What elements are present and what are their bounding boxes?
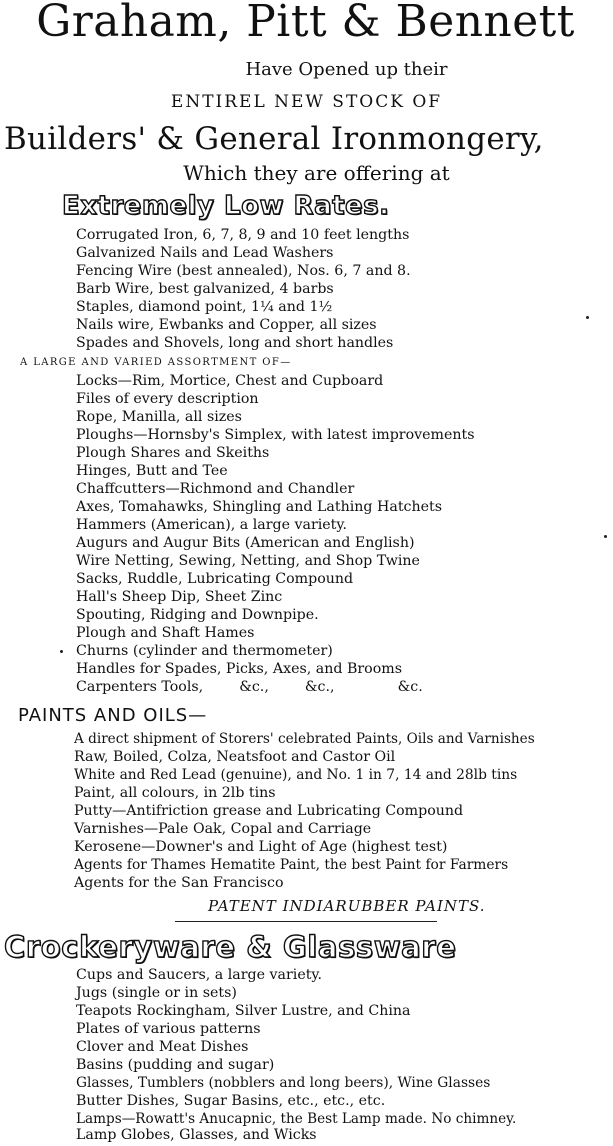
builders-heading: Builders' & General Ironmongery,	[4, 121, 544, 157]
list-item: Hall's Sheep Dip, Sheet Zinc	[76, 589, 283, 605]
list-item: Spades and Shovels, long and short handles	[76, 335, 394, 351]
list-item: Corrugated Iron, 6, 7, 8, 9 and 10 feet lengths	[76, 227, 410, 243]
list-item: Glasses, Tumblers (nobblers and long beers), Wine Glasses	[76, 1075, 491, 1091]
list-item: Clover and Meat Dishes	[76, 1039, 249, 1055]
firm-name-title: Graham, Pitt & Bennett	[36, 0, 575, 47]
print-speck	[60, 650, 63, 653]
list-item: Sacks, Ruddle, Lubricating Compound	[76, 571, 354, 587]
list-item: Rope, Manilla, all sizes	[76, 409, 242, 425]
list-item: Plough Shares and Skeiths	[76, 445, 270, 461]
list-item: Paint, all colours, in 2lb tins	[74, 785, 276, 801]
low-rates-banner: Extremely Low Rates.	[62, 191, 390, 221]
list-item: Nails wire, Ewbanks and Copper, all sizes	[76, 317, 377, 333]
list-item: Hammers (American), a large variety.	[76, 517, 348, 533]
offering-line: Which they are offering at	[183, 161, 450, 185]
new-stock-line: ENTIREL NEW STOCK OF	[170, 92, 443, 112]
list-item: Spouting, Ridging and Downpipe.	[76, 607, 319, 623]
list-item: Plates of various patterns	[76, 1021, 261, 1037]
list-item: Fencing Wire (best annealed), Nos. 6, 7 and 8.	[76, 263, 411, 279]
list-item: White and Red Lead (genuine), and No. 1 in 7, 14 and 28lb tins	[74, 767, 518, 783]
list-item: Ploughs—Hornsby's Simplex, with latest improvements	[76, 427, 475, 443]
list-item: Putty—Antifriction grease and Lubricating Compound	[74, 803, 464, 819]
list-item: Agents for the San Francisco	[74, 875, 284, 891]
list-item: Varnishes—Pale Oak, Copal and Carriage	[74, 821, 372, 837]
list-item: Lamp Globes, Glasses, and Wicks	[76, 1127, 317, 1143]
opened-line: Have Opened up their	[245, 59, 448, 80]
patent-paints-line: PATENT INDIARUBBER PAINTS.	[208, 897, 486, 915]
list-item: Chaffcutters—Richmond and Chandler	[76, 481, 355, 497]
list-item: Locks—Rim, Mortice, Chest and Cupboard	[76, 373, 384, 389]
assortment-heading: A LARGE AND VARIED ASSORTMENT OF—	[20, 357, 292, 368]
list-item: Augurs and Augur Bits (American and English)	[76, 535, 415, 551]
list-item: Plough and Shaft Hames	[76, 625, 255, 641]
paints-heading: PAINTS AND OILS—	[18, 705, 208, 726]
list-item: Basins (pudding and sugar)	[76, 1057, 275, 1073]
list-item: Agents for Thames Hematite Paint, the best Paint for Farmers	[74, 857, 509, 873]
list-item: Axes, Tomahawks, Shingling and Lathing Hatchets	[76, 499, 442, 515]
list-item: Galvanized Nails and Lead Washers	[76, 245, 334, 261]
print-speck	[586, 316, 589, 319]
section-divider	[175, 921, 437, 922]
list-item: Cups and Saucers, a large variety.	[76, 967, 323, 983]
list-item: Handles for Spades, Picks, Axes, and Brooms	[76, 661, 402, 677]
list-item: Carpenters Tools, &c., &c., &c.	[76, 679, 423, 695]
crockery-banner: Crockeryware & Glassware	[4, 930, 457, 964]
list-item: Staples, diamond point, 1¼ and 1½	[76, 299, 333, 315]
list-item: A direct shipment of Storers' celebrated Paints, Oils and Varnishes	[74, 731, 535, 747]
list-item: Raw, Boiled, Colza, Neatsfoot and Castor Oil	[74, 749, 396, 765]
list-item: Files of every description	[76, 391, 259, 407]
list-item: Barb Wire, best galvanized, 4 barbs	[76, 281, 334, 297]
list-item: Kerosene—Downer's and Light of Age (highest test)	[74, 839, 448, 855]
list-item: Churns (cylinder and thermometer)	[76, 643, 333, 659]
list-item: Wire Netting, Sewing, Netting, and Shop Twine	[76, 553, 420, 569]
print-speck	[604, 535, 607, 538]
list-item: Hinges, Butt and Tee	[76, 463, 228, 479]
list-item: Jugs (single or in sets)	[76, 985, 237, 1001]
list-item: Teapots Rockingham, Silver Lustre, and China	[76, 1003, 411, 1019]
list-item: Butter Dishes, Sugar Basins, etc., etc., etc.	[76, 1093, 386, 1109]
list-item: Lamps—Rowatt's Anucapnic, the Best Lamp made. No chimney.	[76, 1111, 517, 1127]
